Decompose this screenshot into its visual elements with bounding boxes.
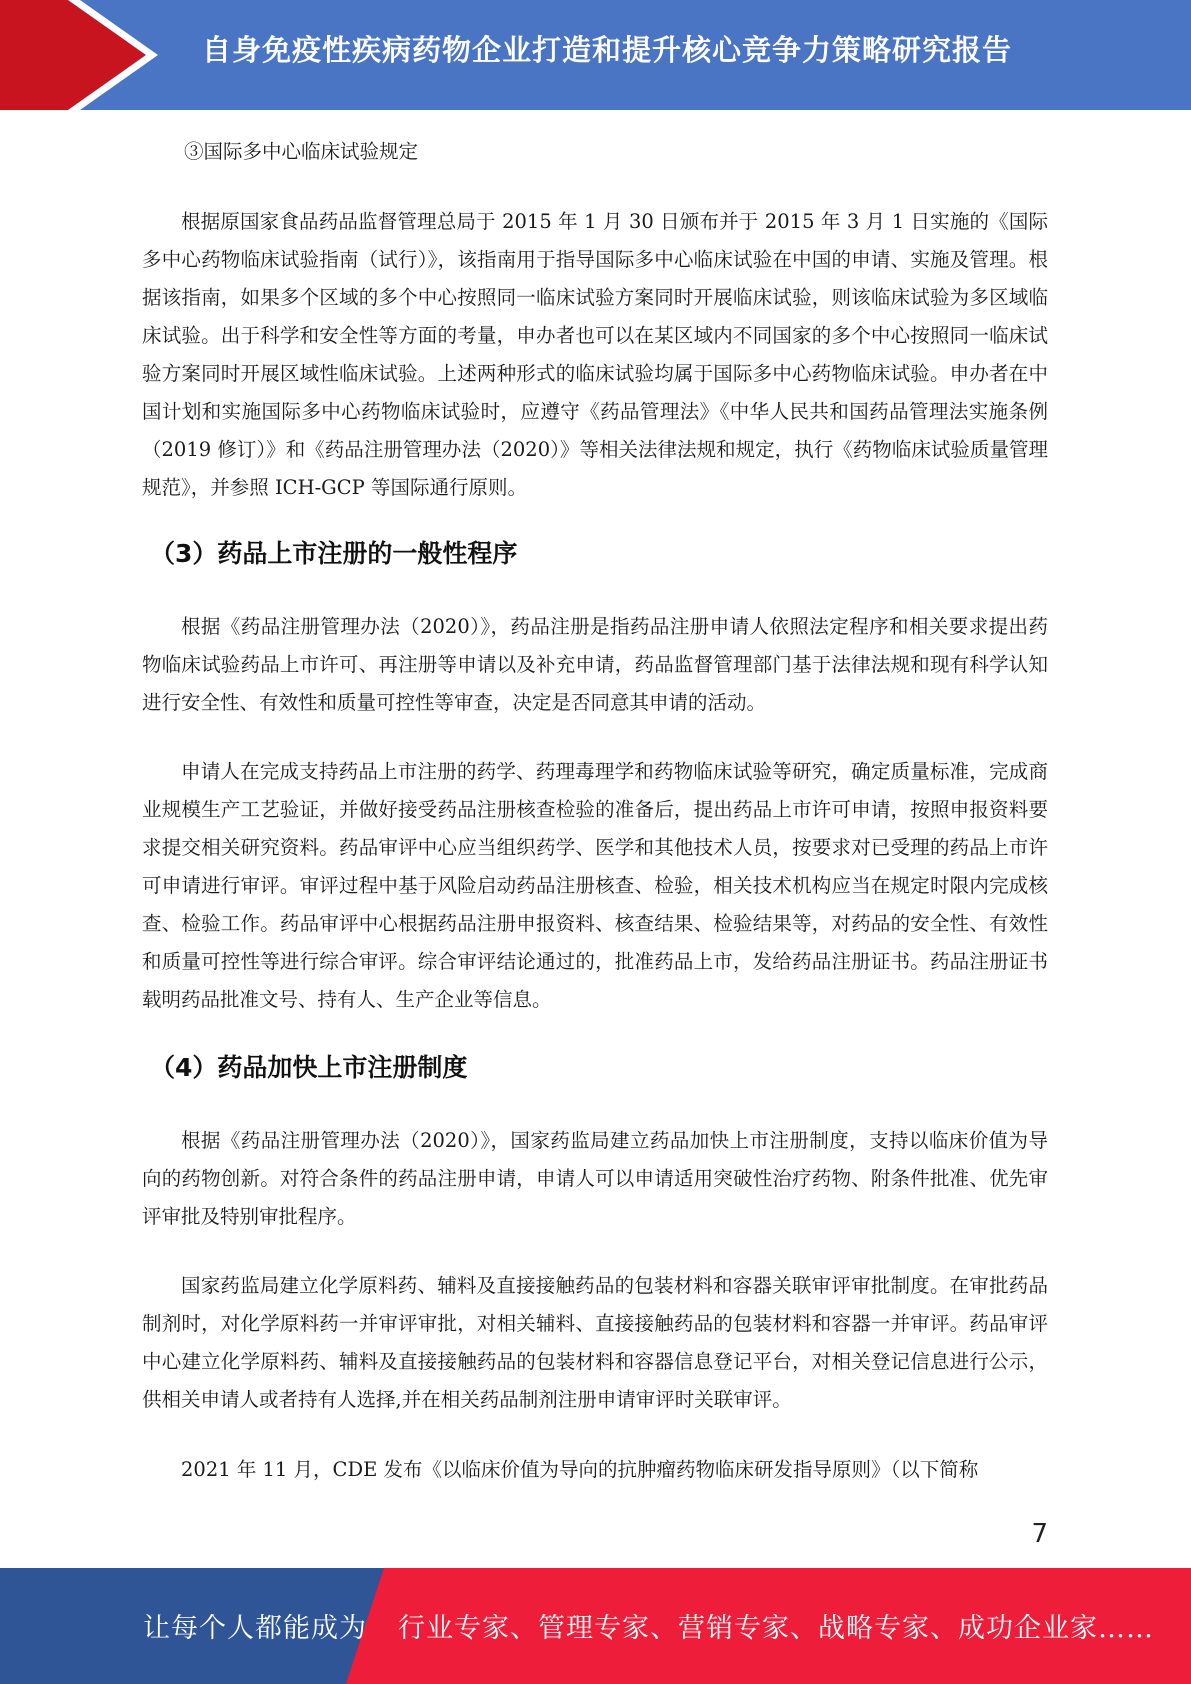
paragraph-5: 国家药监局建立化学原料药、辅料及直接接触药品的包装材料和容器关联审评审批制度。在审批药品制剂时，对化学原料药一并审评审批，对相关辅料、直接接触药品的包装材料和容器一并审评。药品审评中心建立化学原料药、辅料及直接接触药品的包装材料和容器信息登记平台，对相关登记信息进行公示，供相关申请人或者持有人选择,并在相关药品制剂注册申请审评时关联审评。: [142, 1274, 1048, 1411]
footer-slogan-right: 行业专家、管理专家、营销专家、战略专家、成功企业家……: [398, 1613, 1154, 1644]
report-title: 自身免疫性疾病药物企业打造和提升核心竞争力策略研究报告: [202, 33, 1013, 67]
list-item-3: ③国际多中心临床试验规定: [184, 140, 419, 163]
red-chevron-icon: [0, 0, 160, 110]
section-heading-4: （4）药品加快上市注册制度: [150, 1053, 468, 1082]
page-number: 7: [1031, 1519, 1048, 1549]
page-footer: [0, 1568, 1191, 1684]
page-header: [0, 0, 1191, 110]
paragraph-1: 根据原国家食品药品监督管理总局于 2015 年 1 月 30 日颁布并于 2015 年 3 月 1 日实施的《国际多中心药物临床试验指南（试行）》，该指南用于指导国际多中心临床试验在中国的申请、实施及管理。根据该指南，如果多个区域的多个中心按照同一临床试验方案同时开展临床试验，则该临床试验为多区域临床试验。出于科学和安全性等方面的考量，申办者也可以在某区域内不同国家的多个中心按照同一临床试验方案同时开展区域性临床试验。上述两种形式的临床试验均属于国际多中心药物临床试验。申办者在中国计划和实施国际多中心药物临床试验时，应遵守《药品管理法》《中华人民共和国药品管理法实施条例（2019 修订）》和《药品注册管理办法（2020）》等相关法律法规和规定，执行《药物临床试验质量管理规范》，并参照 ICH-GCP 等国际通行原则。: [142, 210, 1048, 499]
paragraph-3: 申请人在完成支持药品上市注册的药学、药理毒理学和药物临床试验等研究，确定质量标准，完成商业规模生产工艺验证，并做好接受药品注册核查检验的准备后，提出药品上市许可申请，按照申报资料要求提交相关研究资料。药品审评中心应当组织药学、医学和其他技术人员，按要求对已受理的药品上市许可申请进行审评。审评过程中基于风险启动药品注册核查、检验，相关技术机构应当在规定时限内完成核查、检验工作。药品审评中心根据药品注册申报资料、核查结果、检验结果等，对药品的安全性、有效性和质量可控性等进行综合审评。综合审评结论通过的，批准药品上市，发给药品注册证书。药品注册证书载明药品批准文号、持有人、生产企业等信息。: [142, 760, 1048, 1011]
section-heading-3: （3）药品上市注册的一般性程序: [150, 539, 518, 568]
footer-slogan-left: 让每个人都能成为: [143, 1613, 367, 1644]
paragraph-4: 根据《药品注册管理办法（2020）》，国家药监局建立药品加快上市注册制度，支持以临床价值为导向的药物创新。对符合条件的药品注册申请，申请人可以申请适用突破性治疗药物、附条件批准、优先审评审批及特别审批程序。: [142, 1129, 1048, 1228]
paragraph-2: 根据《药品注册管理办法（2020）》，药品注册是指药品注册申请人依照法定程序和相关要求提出药物临床试验药品上市许可、再注册等申请以及补充申请，药品监督管理部门基于法律法规和现有科学认知进行安全性、有效性和质量可控性等审查，决定是否同意其申请的活动。: [142, 615, 1048, 714]
paragraph-6: 2021 年 11 月，CDE 发布《以临床价值为导向的抗肿瘤药物临床研发指导原则》（以下简称: [181, 1458, 979, 1481]
